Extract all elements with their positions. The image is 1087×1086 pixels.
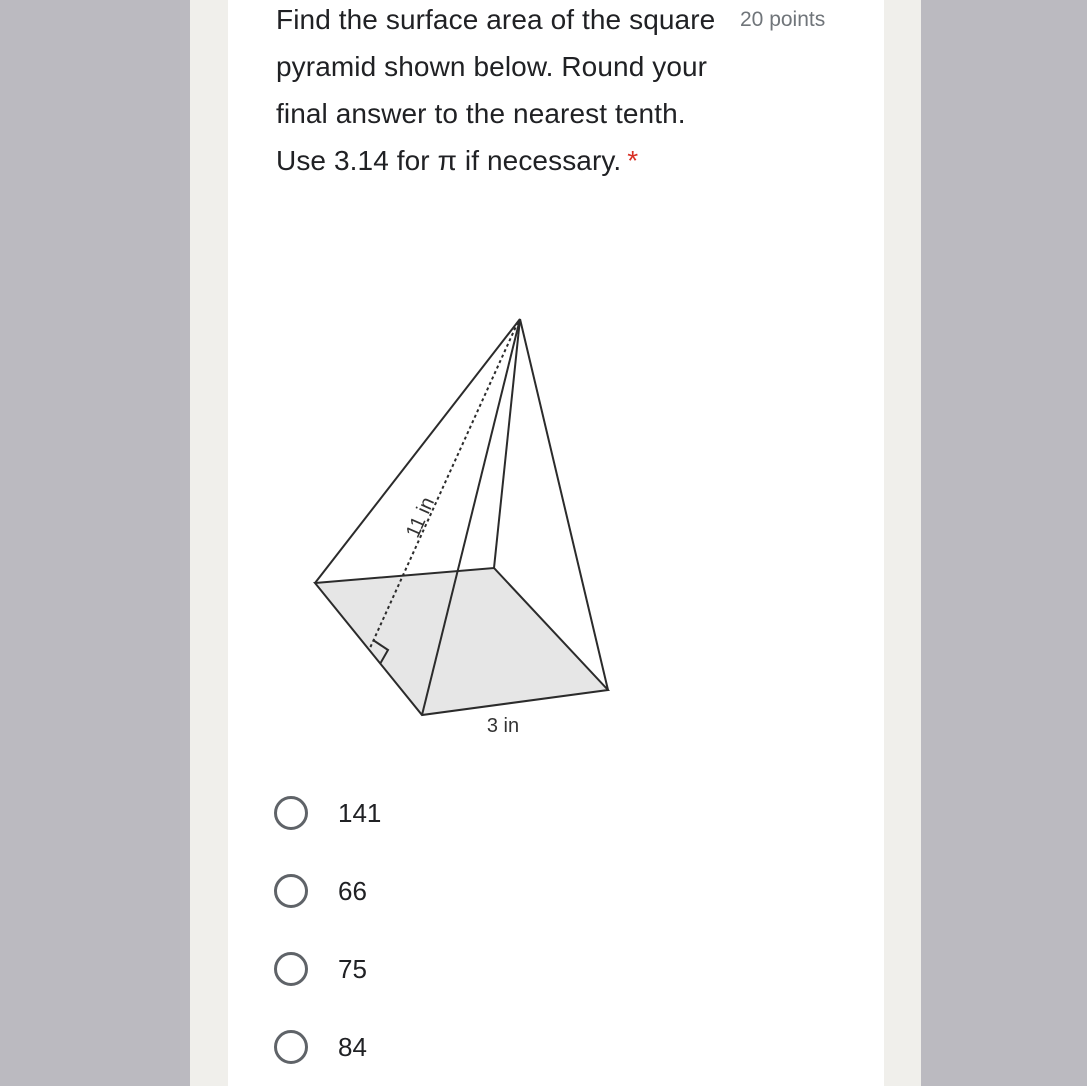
question-text: Find the surface area of the square pyramid shown below. Round your final answer to the nearest tenth. Use 3.14 for π if necessary. xyxy=(276,4,716,176)
required-asterisk: * xyxy=(627,145,639,176)
pyramid-base xyxy=(315,568,608,715)
points-label: 20 points xyxy=(740,8,826,31)
option-141[interactable] xyxy=(274,791,381,835)
slant-height-label: 11 in xyxy=(401,493,440,542)
edge-apex-back xyxy=(494,319,520,568)
option-label[interactable]: 75 xyxy=(338,953,367,984)
option-label[interactable]: 84 xyxy=(338,1031,367,1062)
option-label[interactable]: 141 xyxy=(338,797,382,828)
question-title xyxy=(276,0,726,184)
option-84[interactable] xyxy=(274,1025,367,1069)
option-label[interactable]: 66 xyxy=(338,875,367,906)
option-75[interactable] xyxy=(274,947,367,991)
radio-circle-icon[interactable] xyxy=(274,1030,308,1064)
radio-circle-icon[interactable] xyxy=(274,952,308,986)
edge-apex-left xyxy=(315,319,520,583)
base-edge-label: 3 in xyxy=(486,715,520,737)
radio-circle-icon[interactable] xyxy=(274,874,308,908)
square-pyramid-diagram xyxy=(290,300,630,760)
option-66[interactable] xyxy=(274,869,367,913)
radio-circle-icon[interactable] xyxy=(274,796,308,830)
